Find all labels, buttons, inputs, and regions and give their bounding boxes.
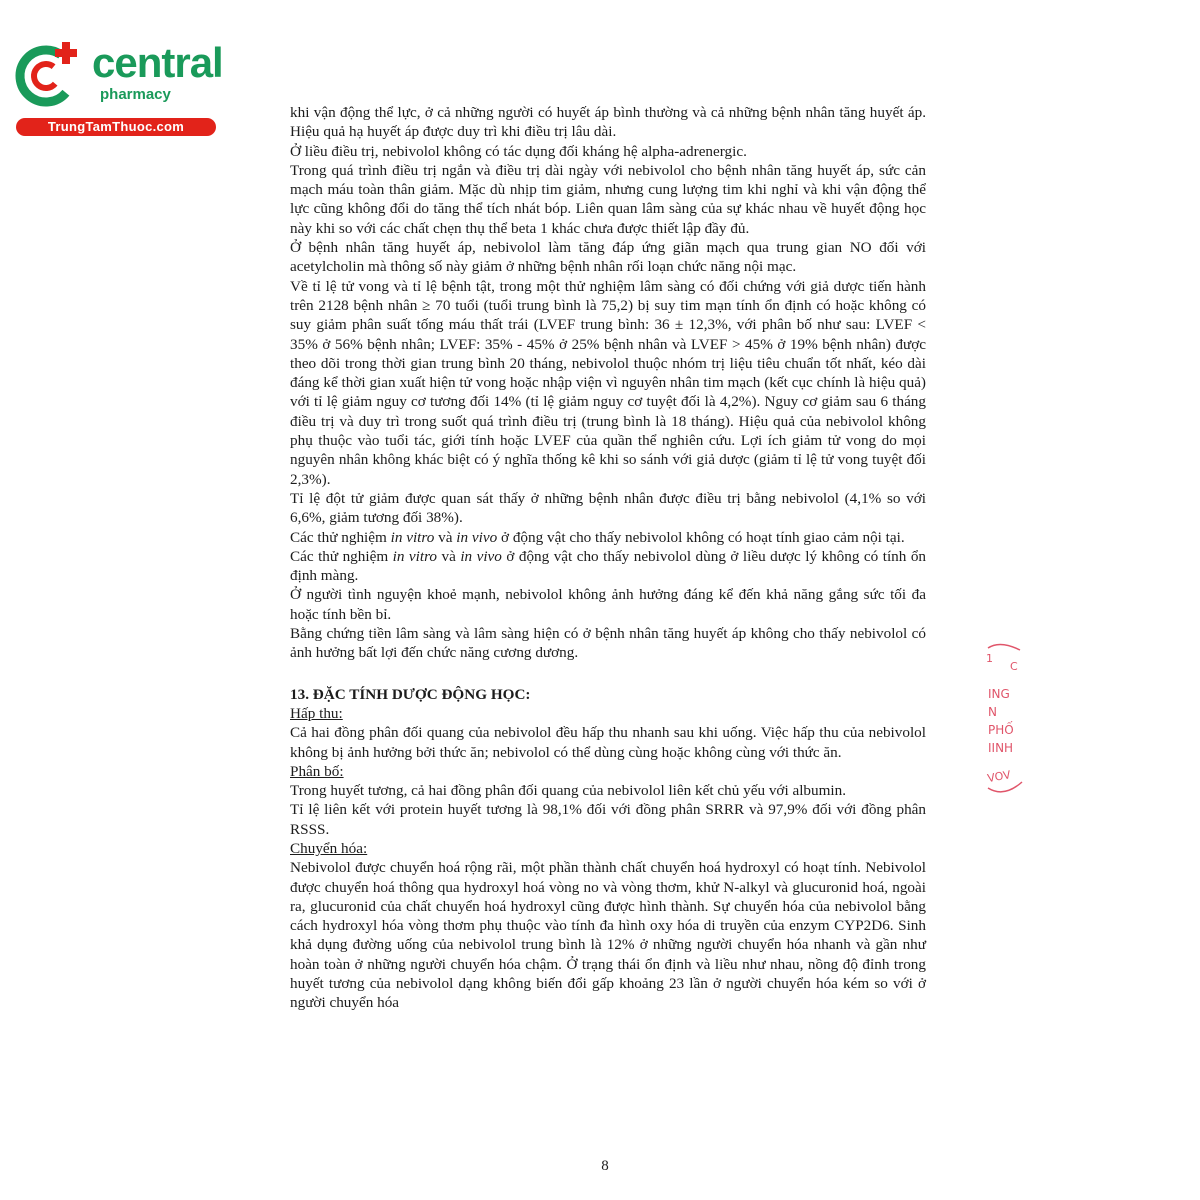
stamp-text: IINH: [988, 741, 1014, 755]
italic-term: in vivo: [460, 547, 502, 565]
paragraph: Ở bệnh nhân tăng huyết áp, nebivolol làm tăng đáp ứng giãn mạch qua trung gian NO đối với acetylcholin mà thông số này giảm ở những bệnh nhân rối loạn chức năng nội mạc.: [290, 239, 926, 276]
brand-subtitle: pharmacy: [100, 86, 171, 103]
paragraph: Về tỉ lệ tử vong và tỉ lệ bệnh tật, trong một thử nghiệm lâm sàng có đối chứng với giả dược tiến hành trên 2128 bệnh nhân ≥ 70 tuổi (tuổi trung bình là 75,2) bị suy tim mạn tính ổn định có hoặc không có suy giảm phân suất tống máu thất trái (LVEF trung bình: 36 ± 12,3%, với phân bố như sau: LVEF < 35% ở 56% bệnh nhân; LVEF: 35% - 45% ở 25% bệnh nhân và LVEF > 45% ở 19% bệnh nhân) được theo dõi trong thời gian trung bình 20 tháng, nebivolol thuộc nhóm trị liệu tiêu chuẩn tốt nhất, kéo dài đáng kể thời gian xuất hiện tử vong hoặc nhập viện vì nguyên nhân tim mạch (kết cục chính là hiệu quả) với tỉ lệ giảm nguy cơ tương đối 14% (tỉ lệ giảm nguy cơ tuyệt đối là 4,2%). Nguy cơ giảm sau 6 tháng điều trị và duy trì trong suốt quá trình điều trị (trung bình là 18 tháng). Hiệu quả của nebivolol không phụ thuộc vào tuổi tác, giới tính hoặc LVEF của quần thể nghiên cứu. Lợi ích giảm tử vong do mọi nguyên nhân không khác biệt có ý nghĩa thống kê khi so sánh với giả dược (giảm tỉ lệ tử vong tuyệt đối 2,3%).: [290, 277, 926, 488]
text-run: ở động vật cho thấy nebivolol dùng ở liều dược lý không có tính ổn định màng.: [290, 547, 927, 585]
paragraph: Tỉ lệ liên kết với protein huyết tương là 98,1% đối với đồng phân SRRR và 97,9% đối với đồng phân RSSS.: [290, 801, 926, 838]
text-run: ở động vật cho thấy nebivolol không có hoạt tính giao cảm nội tại.: [497, 528, 905, 546]
text-run: và: [437, 547, 461, 565]
italic-term: in vivo: [456, 528, 498, 546]
paragraph: Nebivolol được chuyển hoá rộng rãi, một phần thành chất chuyển hoá hydroxyl có hoạt tính. Nebivolol được chuyển hoá thông qua hydroxyl hoá vòng no và vòng thơm, khử N-alkyl và glucuronid hoá, ngoài ra, glucuronid của chất chuyển hoá hydroxyl cũng được hình thành. Sự chuyển hóa của nebivolol bằng cách hydroxyl hóa vòng thơm phụ thuộc vào tính đa hình oxy hóa di truyền của enzym CYP2D6. Sinh khả dụng đường uống của nebivolol trung bình là 12% ở những người chuyển hóa nhanh và gần như hoàn toàn ở những người chuyển hóa chậm. Ở trạng thái ổn định và liều như nhau, nồng độ đỉnh trong huyết tương của nebivolol dạng không biến đổi gấp khoảng 23 lần ở người chuyển hóa kém so với ở người chuyển hóa: [290, 859, 926, 1012]
text-run: và: [434, 528, 457, 546]
paragraph: Bằng chứng tiền lâm sàng và lâm sàng hiện có ở bệnh nhân tăng huyết áp không cho thấy nebivolol có ảnh hưởng bất lợi đến chức năng cương dương.: [290, 625, 926, 662]
paragraph: Tỉ lệ đột tử giảm được quan sát thấy ở những bệnh nhân được điều trị bằng nebivolol (4,1% so với 6,6%, giảm tương đối 38%).: [290, 489, 926, 527]
stamp-text: N: [988, 705, 997, 719]
paragraph: Ở người tình nguyện khoẻ mạnh, nebivolol không ảnh hưởng đáng kể đến khả năng gắng sức tối đa hoặc tính bền bỉ.: [290, 586, 926, 623]
section-heading: 13. ĐẶC TÍNH DƯỢC ĐỘNG HỌC:: [290, 685, 531, 703]
text-run: Các thử nghiệm: [290, 528, 391, 546]
paragraph: khi vận động thể lực, ở cả những người có huyết áp bình thường và cả những bệnh nhân tăng huyết áp. Hiệu quả hạ huyết áp được duy trì khi điều trị lâu dài.: [290, 104, 926, 141]
paragraph: Trong quá trình điều trị ngắn và điều trị dài ngày với nebivolol cho bệnh nhân tăng huyết áp, sức cản mạch máu toàn thân giảm. Mặc dù nhịp tim giảm, nhưng cung lượng tim khi nghỉ và khi vận động thể lực cũng không đổi do tăng thể tích nhát bóp. Liên quan lâm sàng của sự khác nhau về huyết động học này khi so với các chất chẹn thụ thể beta 1 khác chưa được thiết lập đầy đủ.: [290, 161, 926, 237]
pharmacy-cross-logo-icon: [12, 38, 82, 108]
paragraph: Ở liều điều trị, nebivolol không có tác dụng đối kháng hệ alpha-adrenergic.: [290, 142, 747, 160]
stamp-text: VOV: [986, 768, 1012, 786]
stamp-text: C: [1010, 660, 1018, 673]
section-spacer: [290, 663, 926, 685]
paragraph: Cả hai đồng phân đối quang của nebivolol đều hấp thu nhanh sau khi uống. Việc hấp thu của nebivolol không bị ảnh hưởng bởi thức ăn; nebivolol có thể dùng cùng hoặc không cùng với thức ăn.: [290, 724, 926, 761]
brand-website: TrungTamThuoc.com: [16, 118, 216, 136]
italic-term: in vitro: [392, 547, 438, 565]
paragraph-in-vitro-2: [290, 547, 926, 586]
stamp-text: 1: [986, 652, 993, 665]
subsection-title-distribution: Phân bố:: [290, 762, 344, 780]
page-number: 8: [601, 1158, 609, 1174]
stamp-text: PHỐ: [988, 723, 1014, 737]
stamp-text: ING: [988, 687, 1010, 701]
text-run: Các thử nghiệm: [290, 547, 393, 565]
subsection-title-metabolism: Chuyển hóa:: [290, 839, 368, 857]
document-body: [290, 103, 926, 1013]
paragraph-in-vitro-1: [290, 528, 926, 547]
italic-term: in vitro: [390, 528, 435, 546]
subsection-title-absorption: Hấp thu:: [290, 704, 343, 722]
brand-name: central: [92, 39, 223, 86]
central-pharmacy-logo: [8, 36, 228, 136]
paragraph: Trong huyết tương, cả hai đồng phân đối quang của nebivolol liên kết chủ yếu với albumin.: [290, 782, 847, 800]
partial-stamp: [980, 640, 1025, 800]
